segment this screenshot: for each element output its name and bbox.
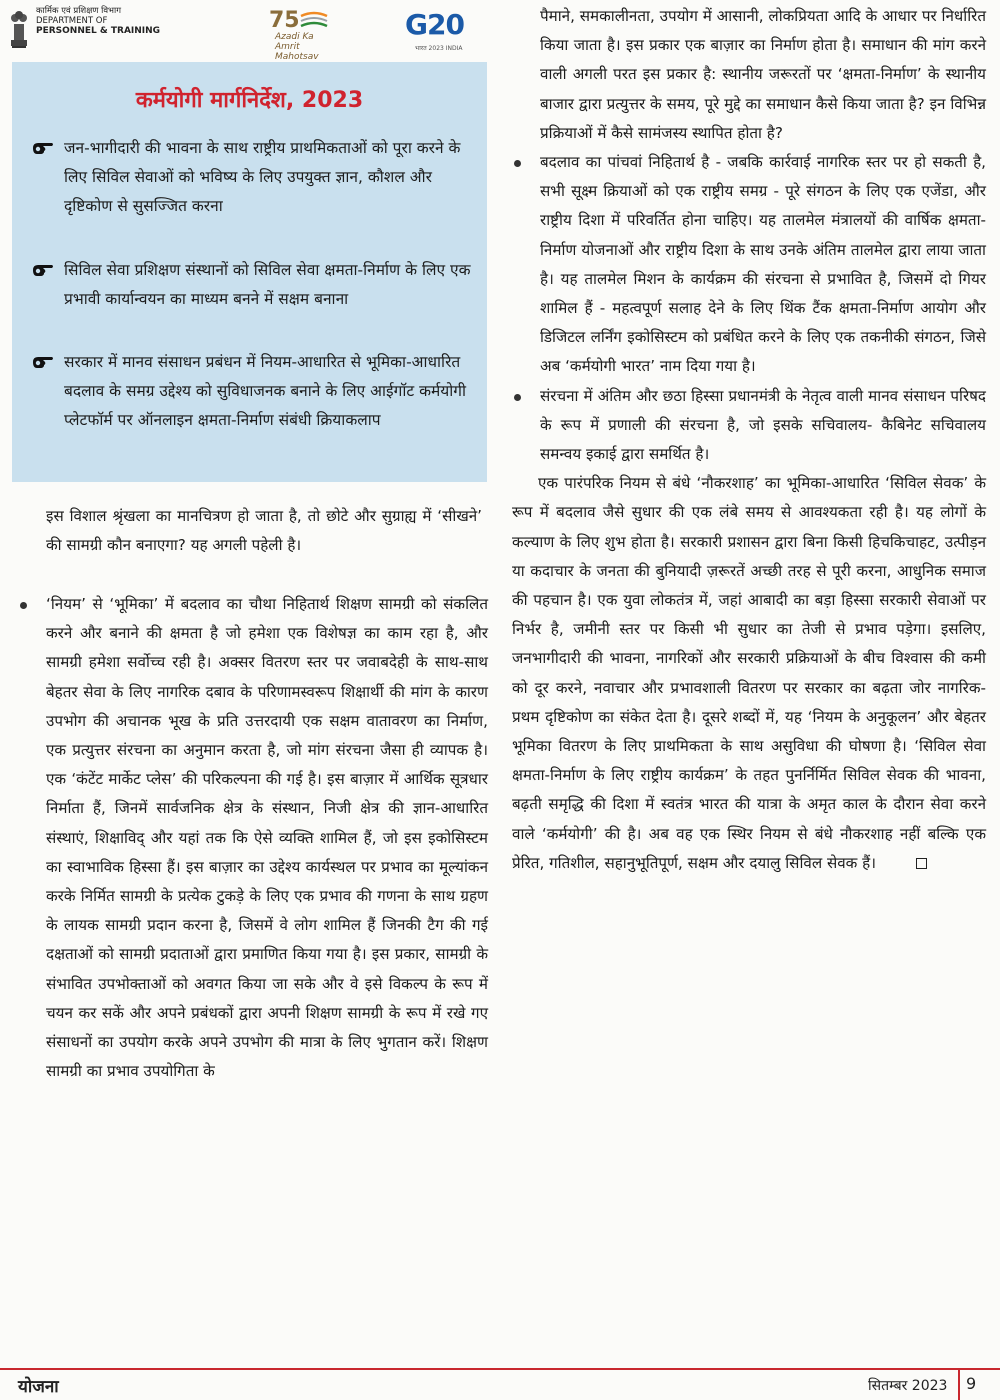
azadi-word: Azadi bbox=[275, 32, 300, 42]
ka-word: Ka bbox=[302, 32, 314, 42]
pointing-hand-icon bbox=[32, 354, 54, 370]
issue-date: सितम्बर 2023 bbox=[868, 1378, 948, 1394]
left-column-body bbox=[18, 590, 488, 1086]
end-square-icon bbox=[916, 858, 927, 869]
azadi-ka-amrit-mahotsav-logo bbox=[265, 6, 335, 62]
bullet-sixth-part: संरचना में अंतिम और छठा हिस्सा प्रधानमंत्री के नेतृत्व वाली मानव संसाधन परिषद के रूप में प्रणाली की संरचना है, जो इसके सचिवालय- कैबिनेट सचिवालय समन्वय इकाई द्वारा समर्थित है। bbox=[512, 382, 986, 470]
left-column-intro bbox=[46, 502, 482, 560]
box-item-text: सरकार में मानव संसाधन प्रबंधन में नियम-आधारित से भूमिका-आधारित बदलाव के समग्र उद्देश्य को सुविधाजनक बनाने के लिए आईगॉट कर्मयोगी प्लेटफॉर्म पर ऑनलाइन क्षमता-निर्माण संबंधी क्रियाकलाप bbox=[64, 353, 467, 429]
dopt-hindi: कार्मिक एवं प्रशिक्षण विभाग bbox=[36, 6, 122, 16]
karmayogi-guidelines-box bbox=[12, 62, 487, 482]
page-number: 9 bbox=[966, 1374, 977, 1393]
tricolour-lines-icon bbox=[299, 10, 329, 30]
footer-divider bbox=[0, 1368, 1000, 1370]
azadi-75: 75 bbox=[269, 8, 300, 33]
box-title: कर्मयोगी मार्गनिर्देश, 2023 bbox=[135, 88, 364, 113]
g20-logo bbox=[405, 6, 475, 56]
g20-text: G20 bbox=[405, 8, 464, 41]
bullet-fifth-implication: बदलाव का पांचवां निहितार्थ है - जबकि कार्रवाई नागरिक स्तर पर हो सकती है, सभी सूक्ष्म क्रियाओं को एक राष्ट्रीय समग्र - पूरे संगठन के लिए एक एजेंडा, और राष्ट्रीय दिशा में परिवर्तित होना चाहिए। यह तालमेल मंत्रालयों की वार्षिक क्षमता-निर्माण योजनाओं और राष्ट्रीय दिशा के साथ उनके अंतिम तालमेल द्वारा लाया जाता है। यह तालमेल मिशन के कार्यक्रम की संरचना से प्रभावित है, जिसमें दो गियर शामिल हैं - महत्वपूर्ण सलाह देने के लिए थिंक टैंक क्षमता-निर्माण आयोग और डिजिटल लर्निंग इकोसिस्टम को प्रबंधित करने के लिए एक तकनीकी संगठन, जिसे अब ‘कर्मयोगी भारत’ नाम दिया गया है। bbox=[512, 148, 986, 382]
dopt-line2: DEPARTMENT OF bbox=[36, 16, 108, 26]
magazine-name: योजना bbox=[18, 1377, 59, 1397]
bullet-fourth-implication: ‘नियम’ से ‘भूमिका’ में बदलाव का चौथा निहितार्थ शिक्षण सामग्री को संकलित करने और बनाने की क्षमता है जो हमेशा एक विशेषज्ञ का काम रहा है, और सामग्री हमेशा सर्वोच्च रही है। अक्सर वितरण स्तर पर जवाबदेही के साथ-साथ बेहतर सेवा के लिए नागरिक दबाव के परिणामस्वरूप शिक्षार्थी की मांग के कारण उपभोग की अचानक भूख के प्रति उत्तरदायी एक सक्षम वातावरण का निर्माण, एक प्रत्युत्तर संरचना का अनुमान करता है, जो मांग संरचना जैसा ही व्यापक है। एक ‘कंटेंट मार्केट प्लेस’ की परिकल्पना की गई है। इस बाज़ार में आर्थिक सूत्रधार निर्माता हैं, जिनमें सार्वजनिक क्षेत्र के संस्थान, निजी क्षेत्र की ज्ञान-आधारित संस्थाएं, शिक्षाविद् और यहां तक कि ऐसे व्यक्ति शामिल हैं, जो इस इकोसिस्टम का स्वाभाविक हिस्सा हैं। इस बाज़ार का उद्देश्य कार्यस्थल पर प्रभाव का मूल्यांकन करके निर्मित सामग्री के प्रत्येक टुकड़े के लिए एक प्रभाव की गणना के साथ ग्रहण के लायक सामग्री प्रदान करना है, जिसमें वे लोग शामिल हैं जिनकी टैग की गई दक्षताओं को सामग्री प्रदाताओं द्वारा प्रमाणित किया गया है। इस प्रकार, सामग्री के संभावित उपभोक्ताओं को अवगत किया जा सके और वे इसे विकल्प के रूप में चयन कर सकें और अपने प्रबंधकों द्वारा अपनी शिक्षण सामग्री के रूप में रखे गए संसाधनों का उपयोग करके अपने उपभोग की मात्रा के लिए भुगतान करें। शिक्षण सामग्री का प्रभाव उपयोगिता के bbox=[18, 590, 488, 1086]
concluding-paragraph bbox=[512, 469, 986, 878]
intro-paragraph: इस विशाल श्रृंखला का मानचित्रण हो जाता है, तो छोटे और सुग्राह्य में ‘सीखने’ की सामग्री कौन बनाएगा? यह अगली पहेली है। bbox=[46, 507, 482, 555]
box-item bbox=[32, 134, 472, 221]
footer-separator bbox=[958, 1370, 960, 1400]
continued-paragraph: पैमाने, समकालीनता, उपयोग में आसानी, लोकप्रियता आदि के आधार पर निर्धारित किया जाता है। इस प्रकार एक बाज़ार का निर्माण होता है। समाधान की मांग करने वाली अगली परत इस प्रकार है: स्थानीय जरूरतों पर ‘क्षमता-निर्माण’ के स्थानीय बाजार द्वारा प्रत्युत्तर के समय, पूरे मुद्दे का समाधान कैसे किया जाता है? इन विभिन्न प्रक्रियाओं में कैसे सामंजस्य स्थापित होता है? bbox=[540, 7, 986, 142]
box-item-text: जन-भागीदारी की भावना के साथ राष्ट्रीय प्राथमिकताओं को पूरा करने के लिए सिविल सेवाओं को भविष्य के लिए उपयुक्त ज्ञान, कौशल और दृष्टिकोण से सुसज्जित करना bbox=[64, 139, 461, 215]
amrit-mahotsav-word: Amrit Mahotsav bbox=[275, 42, 319, 62]
dopt-logo bbox=[8, 6, 160, 50]
right-column bbox=[512, 2, 986, 878]
box-item-text: सिविल सेवा प्रशिक्षण संस्थानों को सिविल सेवा क्षमता-निर्माण के लिए एक प्रभावी कार्यान्वयन का माध्यम बनने में सक्षम बनाना bbox=[64, 261, 471, 308]
header-logos bbox=[0, 0, 490, 62]
concluding-text: एक पारंपरिक नियम से बंधे ‘नौकरशाह’ का भूमिका-आधारित ‘सिविल सेवक’ के रूप में बदलाव जैसे सुधार की एक लंबे समय से आवश्यकता रही है। यह लोगों के कल्याण के लिए शुभ होता है। सरकारी प्रशासन द्वारा बिना किसी हिचकिचाहट, उत्पीड़न या कदाचार के जनता की बुनियादी ज़रूरतें अच्छी तरह से पूरी करना, आधुनिक समाज की पहचान है। एक युवा लोकतंत्र में, जहां आबादी का बड़ा हिस्सा सरकारी सेवाओं पर निर्भर है, जमीनी स्तर पर किसी भी सुधार का तेजी से प्रभाव पड़ेगा। इसलिए, जनभागीदारी की भावना, नागरिकों और सरकारी प्रक्रियाओं के बीच विश्वास की कमी को दूर करने, नवाचार और प्रभावशाली वितरण पर सरकार का बढ़ता जोर नागरिक-प्रथम दृष्टिकोण का संकेत देता है। दूसरे शब्दों में, यह ‘नियम के अनुकूलन’ और बेहतर भूमिका वितरण के लिए प्राथमिकता के साथ असुविधा की घोषणा है। ‘सिविल सेवा क्षमता-निर्माण के लिए राष्ट्रीय कार्यक्रम’ के तहत पुनर्निर्मित सिविल सेवक की भावना, बढ़ती समृद्धि की दिशा में स्वतंत्र भारत की यात्रा के अमृत काल के दौरान सेवा करने वाले ‘कर्मयोगी’ की है। अब वह एक स्थिर नियम से बंधे नौकरशाह नहीं बल्कि एक प्रेरित, गतिशील, सहानुभूतिपूर्ण, सक्षम और दयालु सिविल सेवक हैं। bbox=[512, 474, 986, 872]
g20-subtitle: भारत 2023 INDIA bbox=[415, 45, 463, 52]
pointing-hand-icon bbox=[32, 262, 54, 278]
box-item bbox=[32, 348, 472, 435]
national-emblem-icon bbox=[8, 6, 30, 50]
box-item bbox=[32, 256, 472, 314]
dopt-line3: PERSONNEL & TRAINING bbox=[36, 26, 161, 36]
pointing-hand-icon bbox=[32, 140, 54, 156]
